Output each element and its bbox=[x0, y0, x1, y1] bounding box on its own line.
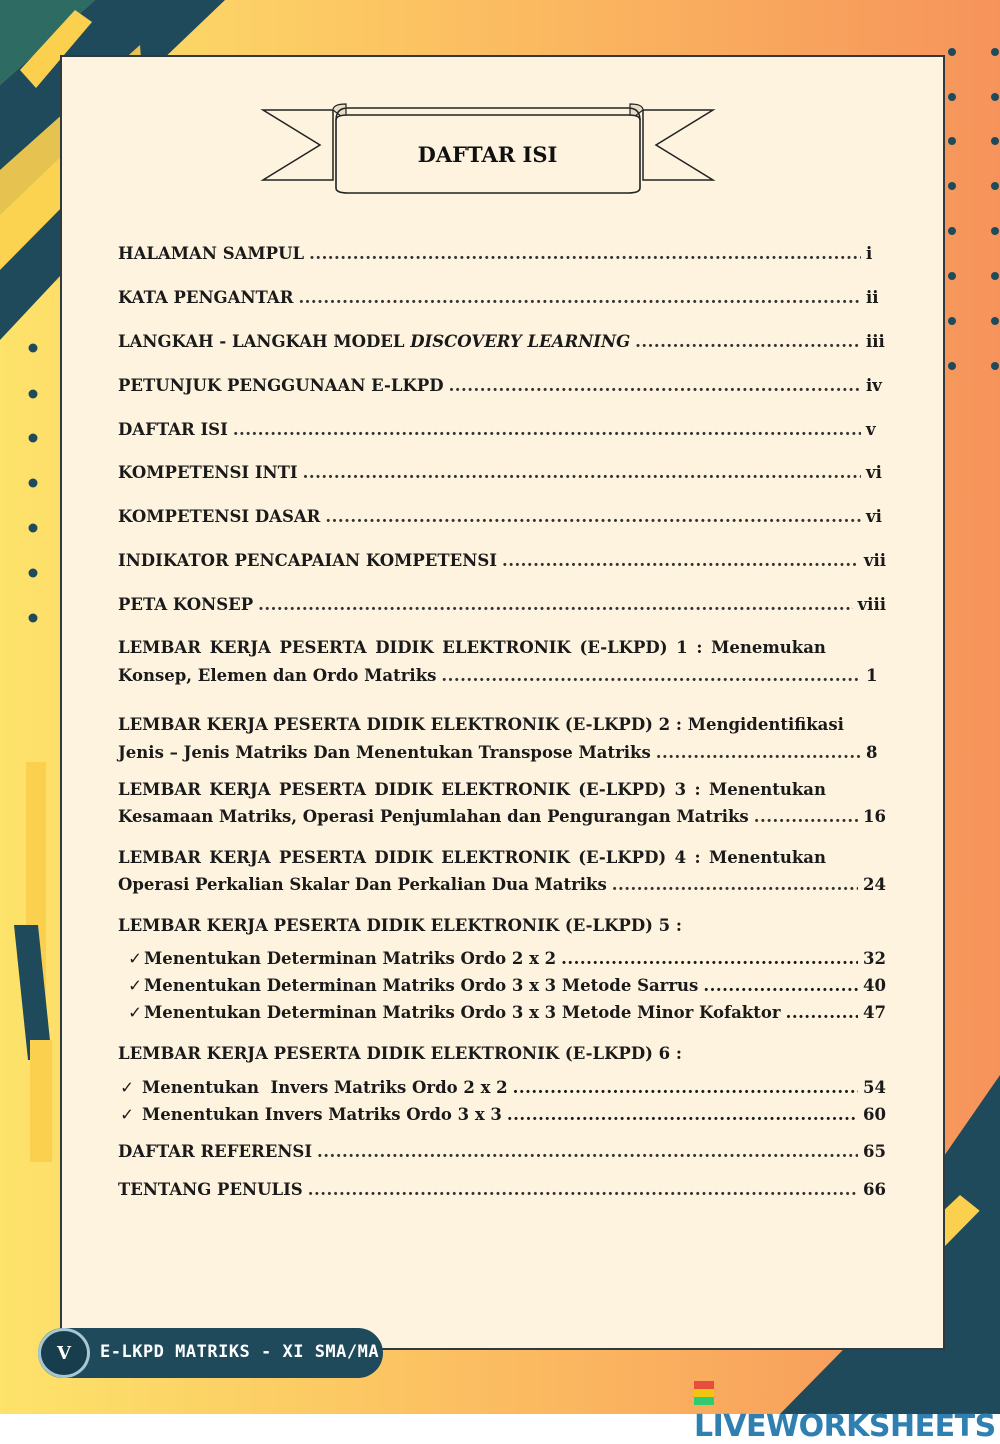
check-icon: ✓ bbox=[128, 949, 142, 968]
lkpd4-heading: LEMBAR KERJA PESERTA DIDIK ELEKTRONIK (E-LKPD) 4 : Menentukan bbox=[118, 848, 826, 867]
toc-entry[interactable]: PETUNJUK PENGGUNAAN E-LKPD ..... iv bbox=[118, 376, 886, 395]
page-title: DAFTAR ISI bbox=[417, 142, 558, 167]
check-icon: ✓ bbox=[128, 1003, 142, 1022]
toc-entry[interactable]: Operasi Perkalian Skalar Dan Perkalian Dua Matriks ..... 24 bbox=[118, 875, 886, 894]
toc-entry[interactable]: Konsep, Elemen dan Ordo Matriks ..... 1 bbox=[118, 666, 886, 685]
liveworksheets-logo-icon bbox=[694, 1381, 714, 1405]
toc-sub-entry[interactable]: ✓ Menentukan Invers Matriks Ordo 3 x 3 ..... 60 bbox=[118, 1105, 886, 1124]
toc-entry[interactable]: Kesamaan Matriks, Operasi Penjumlahan dan Pengurangan Matriks ..... 16 bbox=[118, 807, 886, 826]
footer-title: E-LKPD MATRIKS - XI SMA/MA bbox=[100, 1342, 380, 1362]
lkpd2-heading: LEMBAR KERJA PESERTA DIDIK ELEKTRONIK (E-LKPD) 2 : Mengidentifikasi bbox=[118, 715, 844, 734]
lkpd3-heading: LEMBAR KERJA PESERTA DIDIK ELEKTRONIK (E-LKPD) 3 : Menentukan bbox=[118, 780, 826, 799]
toc-entry[interactable]: TENTANG PENULIS ..... 66 bbox=[118, 1180, 886, 1199]
lkpd6-heading: LEMBAR KERJA PESERTA DIDIK ELEKTRONIK (E-LKPD) 6 : bbox=[118, 1044, 682, 1063]
lkpd5-heading: LEMBAR KERJA PESERTA DIDIK ELEKTRONIK (E-LKPD) 5 : bbox=[118, 916, 682, 935]
liveworksheets-watermark[interactable]: LIVEWORKSHEETS bbox=[694, 1374, 1000, 1444]
toc-sub-entry[interactable]: ✓ Menentukan Determinan Matriks Ordo 3 x 3 Metode Sarrus ..... 40 bbox=[118, 976, 886, 995]
toc-entry[interactable]: Jenis – Jenis Matriks Dan Menentukan Transpose Matriks ..... 8 bbox=[118, 743, 886, 762]
toc-entry[interactable]: HALAMAN SAMPUL ..... i bbox=[118, 244, 886, 263]
toc-entry[interactable]: DAFTAR REFERENSI ..... 65 bbox=[118, 1142, 886, 1161]
toc-sub-entry[interactable]: ✓ Menentukan Determinan Matriks Ordo 3 x 3 Metode Minor Kofaktor ..... 47 bbox=[118, 1003, 886, 1022]
lkpd1-heading: LEMBAR KERJA PESERTA DIDIK ELEKTRONIK (E-LKPD) 1 : Menemukan bbox=[118, 638, 826, 657]
toc-entry[interactable]: INDIKATOR PENCAPAIAN KOMPETENSI ..... vii bbox=[118, 551, 886, 570]
toc-entry[interactable]: KOMPETENSI DASAR ..... vi bbox=[118, 507, 886, 526]
toc-sub-entry[interactable]: ✓ Menentukan Invers Matriks Ordo 2 x 2 ..... 54 bbox=[118, 1078, 886, 1097]
toc-entry[interactable]: DAFTAR ISI ..... v bbox=[118, 420, 886, 439]
check-icon: ✓ bbox=[128, 976, 142, 995]
toc-sub-entry[interactable]: ✓ Menentukan Determinan Matriks Ordo 2 x 2 ..... 32 bbox=[118, 949, 886, 968]
page-number-badge: V bbox=[38, 1328, 90, 1378]
toc-entry[interactable]: KOMPETENSI INTI ..... vi bbox=[118, 463, 886, 482]
check-icon: ✓ bbox=[120, 1105, 134, 1124]
toc-entry[interactable]: KATA PENGANTAR ..... ii bbox=[118, 288, 886, 307]
toc-entry[interactable]: LANGKAH - LANGKAH MODEL DISCOVERY LEARNING ..... iii bbox=[118, 332, 886, 351]
check-icon: ✓ bbox=[120, 1078, 134, 1097]
toc-entry[interactable]: PETA KONSEP ..... viii bbox=[118, 595, 886, 614]
